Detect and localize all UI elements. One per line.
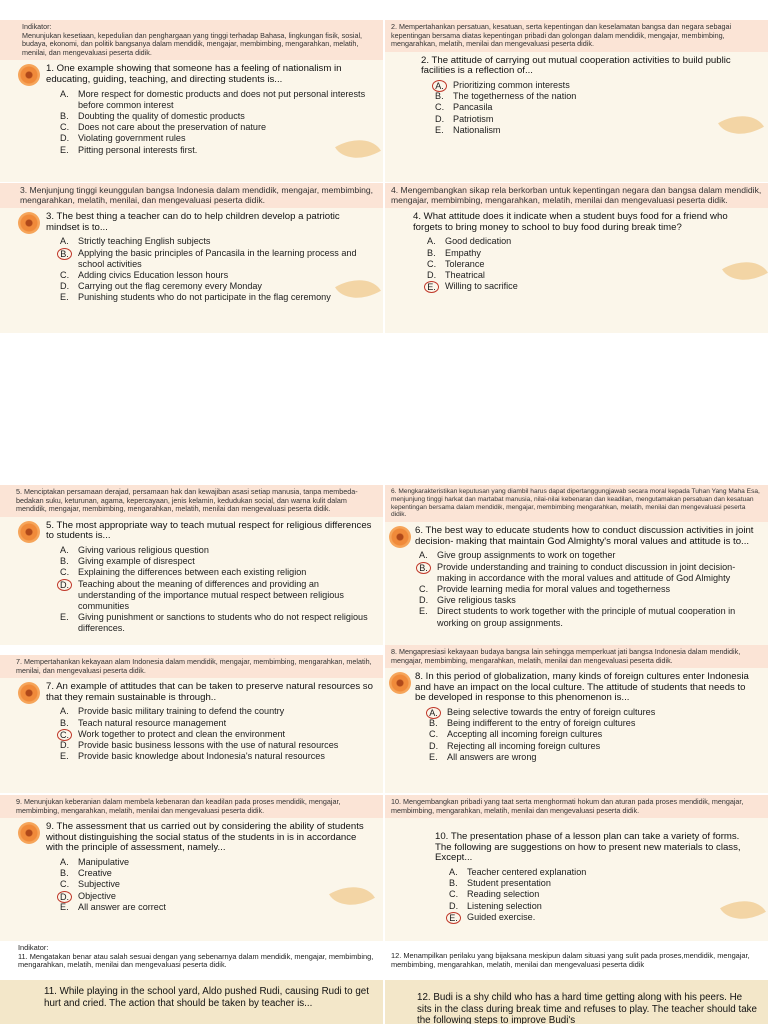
option-e[interactable] <box>60 902 373 913</box>
option-letter: B. <box>60 717 69 728</box>
option-e[interactable] <box>419 606 758 628</box>
question-card-10 <box>385 795 768 941</box>
option-b[interactable] <box>60 556 373 567</box>
option-text: Guided exercise. <box>467 911 536 922</box>
option-text: Giving various religious question <box>78 544 209 555</box>
option-text: Provide understanding and training to conduct discussion in joint decision-making in accordance with the moral values and attitude of God Almighty <box>437 561 736 583</box>
option-letter: E. <box>60 751 69 762</box>
option-text: Tolerance <box>445 258 485 269</box>
option-c[interactable] <box>60 122 373 133</box>
flower-icon <box>18 212 40 234</box>
option-letter: D. <box>449 900 459 911</box>
option-text: Nationalism <box>453 124 501 135</box>
option-text: Giving example of disrespect <box>78 556 195 567</box>
option-text: Adding civics Education lesson hours <box>78 269 229 280</box>
question-card-1 <box>0 20 383 182</box>
option-text: Reading selection <box>467 889 540 900</box>
option-text: Pancasila <box>453 102 493 113</box>
option-text: Willing to sacrifice <box>445 281 518 292</box>
option-letter: C. <box>435 102 445 113</box>
indicator-10: 10. Mengembangkan pribadi yang taat serta menghormati hokum dan aturan pada proses mendidik, mengajar, membimbing, mengarahkan, melatih, menilai dan mengevaluasi peserta didik. <box>385 795 768 818</box>
option-a[interactable] <box>429 707 758 718</box>
option-text: Teaching about the meaning of differences and providing an understanding of the importance mutual respect between religious communities <box>78 578 344 611</box>
option-c[interactable] <box>419 584 758 595</box>
indicator-4: 4. Mengembangkan sikap rela berkorban untuk kepentingan negara dan bangsa dalam mendidik, mengajar, membimbing, mengarahkan, melatih, menilai dan mengevaluasi peserta didik. <box>385 183 768 208</box>
question-text-12: 12. Budi is a shy child who has a hard time getting along with his peers. He sits in the class during break time and refuses to play. The teacher should take the following steps to improve Budi's <box>417 992 757 1024</box>
question-card-3 <box>0 183 383 333</box>
flower-icon <box>389 526 411 548</box>
blank-gap <box>0 333 768 483</box>
option-e[interactable] <box>60 145 373 156</box>
option-e[interactable] <box>60 292 373 303</box>
option-text: Punishing students who do not participate in the flag ceremony <box>78 292 331 303</box>
question-card-8 <box>385 645 768 793</box>
option-d[interactable] <box>419 595 758 606</box>
option-text: Does not care about the preservation of nature <box>78 122 267 133</box>
option-letter: A. <box>449 866 458 877</box>
question-card-5 <box>0 485 383 645</box>
option-text: Accepting all incoming foreign cultures <box>447 729 603 740</box>
option-a[interactable] <box>60 857 373 868</box>
option-text: Being selective towards the entry of foreign cultures <box>447 706 656 717</box>
options-9 <box>60 857 373 913</box>
option-c[interactable] <box>60 270 373 281</box>
option-e[interactable] <box>60 612 373 634</box>
bottom-indicator-left <box>0 942 383 976</box>
option-c[interactable] <box>429 729 758 740</box>
option-text: Good dedication <box>445 236 512 247</box>
option-letter: A. <box>60 706 69 717</box>
option-text: Rejecting all incoming foreign cultures <box>447 740 601 751</box>
option-letter: E. <box>60 612 69 623</box>
question-text-5: 5. The most appropriate way to teach mutual respect for religious differences to students is... <box>46 519 372 542</box>
option-text: Provide learning media for moral values and togetherness <box>437 583 671 594</box>
option-b[interactable] <box>60 111 373 122</box>
option-letter: A. <box>427 236 436 247</box>
option-b[interactable] <box>60 868 373 879</box>
option-text: Manipulative <box>78 856 130 867</box>
option-text: Give religious tasks <box>437 595 516 606</box>
question-text-7: 7. An example of attitudes that can be taken to preserve natural resources so that they remain sustainable is through.. <box>46 681 373 703</box>
question-text-9: 9. The assessment that us carried out by considering the ability of students without distinguishing the social status of the students in is in accordance with the principle of assessment, namely... <box>46 821 364 854</box>
option-text: Prioritizing common interests <box>453 79 570 90</box>
option-d[interactable] <box>60 579 373 613</box>
option-text: The togetherness of the nation <box>453 91 577 102</box>
option-letter: E. <box>60 144 69 155</box>
option-text: Being indifferent to the entry of foreign cultures <box>447 718 636 729</box>
option-d[interactable] <box>60 133 373 144</box>
option-letter: C. <box>419 583 429 594</box>
option-text: Doubting the quality of domestic products <box>78 110 245 121</box>
option-text: Give group assignments to work on together <box>437 550 616 561</box>
indicator-8: 8. Mengapresiasi kekayaan budaya bangsa lain sehingga memperkuat jati bangsa Indonesia dalam mendidik, mengajar, membimbing, mengarahkan, melatih, menilai dan mengevaluasi peserta didik. <box>385 645 768 668</box>
option-text: Theatrical <box>445 269 485 280</box>
question-text-3: 3. The best thing a teacher can do to help children develop a patriotic mindset is to... <box>46 211 340 233</box>
flower-icon <box>18 682 40 704</box>
option-e[interactable] <box>427 281 758 292</box>
question-body-7 <box>0 678 383 764</box>
option-letter: C. <box>60 269 70 280</box>
option-letter: D. <box>60 739 70 750</box>
option-letter: E. <box>60 292 69 303</box>
option-letter: C. <box>449 889 459 900</box>
option-letter: D. <box>427 269 437 280</box>
question-text-6: 6. The best way to educate students how to conduct discussion activities in joint decision- making that maintain God Almighty's moral values and attitude is to... <box>415 525 754 547</box>
indicator-11: 11. Mengatakan benar atau salah sesuai dengan yang sebenarnya dalam mendidik, mengajar, membimbing, mengarahkan, melatih, menilai dan mengevaluasi peserta didik. <box>18 951 374 970</box>
question-card-12 <box>385 980 768 1024</box>
option-a[interactable] <box>435 80 758 91</box>
option-text: Work together to protect and clean the environment <box>78 728 286 739</box>
question-text-10: 10. The presentation phase of a lesson plan can take a variety of forms. The following are suggestions on how to present new materials to class, Except... <box>435 831 741 864</box>
option-b[interactable] <box>60 248 373 270</box>
question-body-3 <box>0 208 383 305</box>
options-4 <box>427 236 758 292</box>
question-text-2: 2. The attitude of carrying out mutual cooperation activities to build public facilities is a reflection of... <box>421 54 731 77</box>
option-d[interactable] <box>60 740 373 751</box>
option-e[interactable] <box>435 125 758 136</box>
option-text: Strictly teaching English subjects <box>78 236 211 247</box>
option-letter: B. <box>416 562 431 574</box>
option-d[interactable] <box>435 114 758 125</box>
option-d[interactable] <box>60 281 373 292</box>
indicator-7: 7. Mempertahankan kekayaan alam Indonesia dalam mendidik, mengajar, membimbing, mengarahkan, melatih, menilai, dan mengevaluasi peserta didik. <box>0 655 383 678</box>
option-letter: B. <box>429 718 438 729</box>
option-letter: D. <box>429 740 439 751</box>
option-letter: E. <box>429 751 438 762</box>
option-a[interactable] <box>419 550 758 561</box>
option-b[interactable] <box>60 718 373 729</box>
option-text: Carrying out the flag ceremony every Monday <box>78 281 262 292</box>
option-e[interactable] <box>429 752 758 763</box>
question-body-10 <box>385 818 768 925</box>
option-e[interactable] <box>60 751 373 762</box>
option-text: Teacher centered explanation <box>467 866 587 877</box>
options-2 <box>435 80 758 136</box>
bottom-indicator-left-text <box>0 942 383 970</box>
option-text: Student presentation <box>467 878 551 889</box>
option-text: All answers are wrong <box>447 751 537 762</box>
option-text: Pitting personal interests first. <box>78 144 198 155</box>
option-text: Teach natural resource management <box>78 717 227 728</box>
option-c[interactable] <box>60 567 373 578</box>
question-body-2 <box>385 52 768 138</box>
question-body-1 <box>0 60 383 157</box>
options-7 <box>60 706 373 762</box>
option-text: Provide basic business lessons with the use of natural resources <box>78 739 339 750</box>
options-6 <box>419 550 758 628</box>
option-letter: C. <box>427 258 437 269</box>
flower-icon <box>18 521 40 543</box>
option-letter: A. <box>60 544 69 555</box>
option-letter: D. <box>60 281 70 292</box>
option-b[interactable] <box>419 562 758 584</box>
option-letter: B. <box>435 91 444 102</box>
option-d[interactable] <box>427 270 758 281</box>
indicator-5: 5. Menciptakan persamaan derajad, persamaan hak dan kewajiban asasi setiap manusia, tanpa membeda-bedakan suku, keturunan, agama, kepercayaan, jenis kelamin, kedudukan social, dan warna kulit dalam mendidik, mengajar, membimbing, mengarahkan, melatih, menilai dan mengevaluasi peserta didik. <box>0 485 383 517</box>
indicator-1: Indikator: Menunjukan kesetiaan, kepedulian dan penghargaan yang tinggi terhadap Bahasa, lingkungan fisik, sosial, budaya, ekonomi, dan politik bangsanya dalam mendidik, mengajar, membimbing, mengarahkan, melatih, menilai, dan mengevaluasi peserta didik. <box>0 20 383 60</box>
option-c[interactable] <box>449 889 758 900</box>
question-card-9 <box>0 795 383 941</box>
option-letter: A. <box>60 856 69 867</box>
option-letter: A. <box>419 550 428 561</box>
flower-icon <box>18 822 40 844</box>
flower-icon <box>389 672 411 694</box>
option-text: Direct students to work together with the principle of mutual cooperation in working on group assignments. <box>437 606 736 628</box>
question-text-8: 8. In this period of globalization, many kinds of foreign cultures enter Indonesia and have an impact on the local culture. The attitude of students that needs to be developed in response to this phenomenon is... <box>415 671 749 704</box>
option-letter: C. <box>60 879 70 890</box>
option-letter: E. <box>60 901 69 912</box>
option-letter: A. <box>432 80 447 92</box>
option-text: More respect for domestic products and does not put personal interests before common interest <box>78 88 366 110</box>
option-c[interactable] <box>435 102 758 113</box>
option-letter: D. <box>60 133 70 144</box>
option-c[interactable] <box>60 879 373 890</box>
option-text: Creative <box>78 868 112 879</box>
option-letter: B. <box>57 248 72 260</box>
question-card-6 <box>385 485 768 645</box>
question-text-1: 1. One example showing that someone has a feeling of nationalism in educating, guiding, teaching, and directing students is... <box>46 63 342 85</box>
question-card-7 <box>0 655 383 793</box>
options-5 <box>60 545 373 635</box>
option-text: Explaining the differences between each existing religion <box>78 567 307 578</box>
option-letter: B. <box>449 878 458 889</box>
option-letter: A. <box>60 236 69 247</box>
option-d[interactable] <box>429 741 758 752</box>
question-body-4 <box>385 208 768 294</box>
indicator-6: 6. Mengkarakteristikan keputusan yang diambil harus dapat dipertanggungjawab secara moral kepada Tuhan Yang Maha Esa, menjunjung tinggi harkat dan martabat manusia, nilai-nilai kebenaran dan keadilan, mengutamakan persatuan dan kesatuan kepentingan bersama dalam mendidik, mengajar, membimbing mengarahkan, melatih, menilai dan mengevaluasi peserta didik. <box>385 485 768 522</box>
option-e[interactable] <box>449 912 758 923</box>
indicator-3: 3. Menjunjung tinggi keunggulan bangsa Indonesia dalam mendidik, mengajar, membimbing, mengarahkan, melatih, menilai, dan mengevaluasi peserta didik. <box>0 183 383 208</box>
option-c[interactable] <box>60 729 373 740</box>
options-8 <box>429 707 758 763</box>
option-c[interactable] <box>427 259 758 270</box>
option-a[interactable] <box>60 236 373 247</box>
option-a[interactable] <box>60 89 373 111</box>
option-text: Violating government rules <box>78 133 186 144</box>
question-text-4: 4. What attitude does it indicate when a student buys food for a friend who forgets to bring money to school to buy food during break time? <box>413 211 728 233</box>
options-3 <box>60 236 373 303</box>
option-text: Provide basic knowledge about Indonesia's natural resources <box>78 751 325 762</box>
option-letter: E. <box>446 912 461 924</box>
options-1 <box>60 89 373 156</box>
option-b[interactable] <box>435 91 758 102</box>
option-text: Giving punishment or sanctions to students who do not respect religious differences. <box>78 612 368 634</box>
option-letter: B. <box>60 110 69 121</box>
option-text: Provide basic military training to defend the country <box>78 706 285 717</box>
question-body-9 <box>0 818 383 915</box>
option-letter: E. <box>424 281 439 293</box>
bottom-indicator-right <box>385 950 768 978</box>
option-letter: C. <box>60 122 70 133</box>
question-body-8 <box>385 668 768 765</box>
option-letter: A. <box>426 707 441 719</box>
option-letter: C. <box>57 729 72 741</box>
flower-icon <box>18 64 40 86</box>
option-letter: A. <box>60 88 69 99</box>
indicator-9: 9. Menunjukan keberanian dalam membela kebenaran dan keadilan pada proses mendidik, mengajar, membimbing, mengarahkan, melatih, menilai dan mengevaluasi peserta didik. <box>0 795 383 818</box>
option-text: Subjective <box>78 879 120 890</box>
option-letter: B. <box>60 556 69 567</box>
question-card-11 <box>0 980 383 1024</box>
option-letter: E. <box>419 606 428 617</box>
option-letter: C. <box>429 729 439 740</box>
option-b[interactable] <box>449 878 758 889</box>
question-card-4 <box>385 183 768 333</box>
option-a[interactable] <box>449 867 758 878</box>
option-b[interactable] <box>427 248 758 259</box>
option-letter: C. <box>60 567 70 578</box>
option-d[interactable] <box>60 891 373 902</box>
option-text: Listening selection <box>467 900 542 911</box>
indicator-12: 12. Menampilkan perilaku yang bijaksana meskipun dalam situasi yang sulit pada proses,mendidik, mengajar, membimbing, mengarahkan, melatih, menilai dan mengevaluasi peserta didik <box>391 951 750 969</box>
option-a[interactable] <box>60 706 373 717</box>
option-letter: D. <box>435 113 445 124</box>
option-a[interactable] <box>60 545 373 556</box>
option-text: All answer are correct <box>78 901 166 912</box>
options-10 <box>449 867 758 923</box>
indicator-2: 2. Mempertahankan persatuan, kesatuan, serta kepentingan dan keselamatan bangsa dan negara sebagai kepentingan bersama diatas kepentingan pribadi dan golongan dalam mendidik, mengajar, membimbing, mengarahkan, melatih, menilai dan mengevaluasi peserta didik. <box>385 20 768 52</box>
option-letter: D. <box>419 595 429 606</box>
question-body-6 <box>385 522 768 631</box>
question-text-11: 11. While playing in the school yard, Aldo pushed Rudi, causing Rudi to get hurt and cried. The action that should be taken by teacher is... <box>44 986 369 1009</box>
option-text: Applying the basic principles of Pancasila in the learning process and school activities <box>78 247 357 269</box>
indicator-title: Indikator: <box>18 943 49 952</box>
option-letter: D. <box>57 891 72 903</box>
option-text: Empathy <box>445 247 481 258</box>
option-letter: D. <box>57 579 72 591</box>
option-text: Objective <box>78 890 116 901</box>
option-letter: E. <box>435 124 444 135</box>
question-body-5 <box>0 517 383 637</box>
option-letter: B. <box>427 247 436 258</box>
option-letter: B. <box>60 868 69 879</box>
option-d[interactable] <box>449 901 758 912</box>
question-card-2 <box>385 20 768 182</box>
option-b[interactable] <box>429 718 758 729</box>
option-a[interactable] <box>427 236 758 247</box>
option-text: Patriotism <box>453 113 494 124</box>
